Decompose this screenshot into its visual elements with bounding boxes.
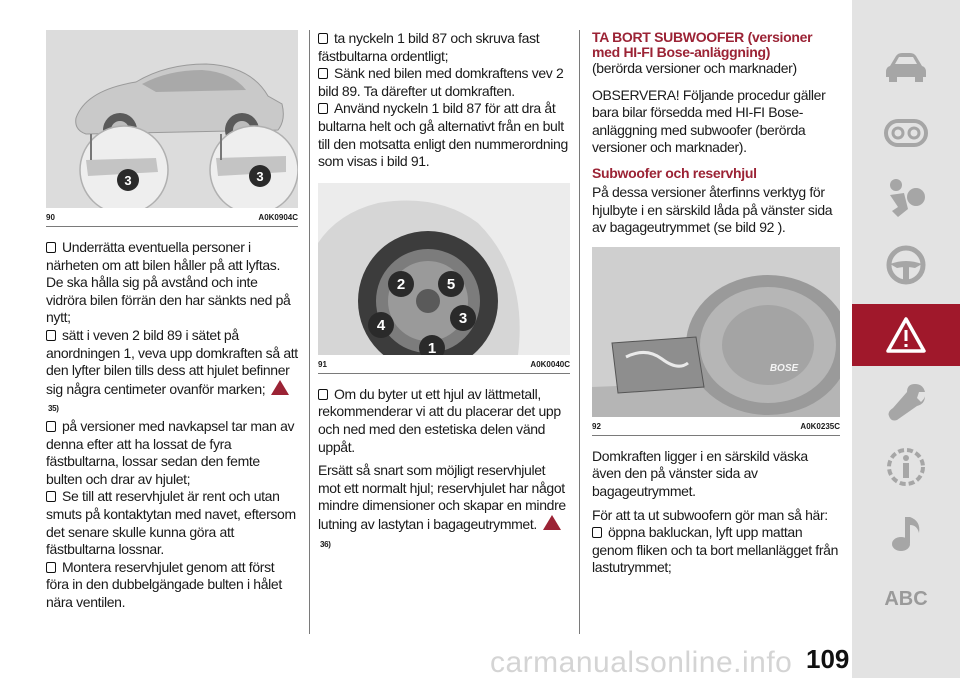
step-clean-spare-text: Se till att reservhjulet är rent och utan smuts på kontaktytan med navet, eftersom det senare skulle kunna göra att fästbultarna lossnar. xyxy=(46,488,296,558)
step-lower-car xyxy=(318,65,570,100)
step-hubcap xyxy=(46,418,298,488)
figure-92-number: 92 xyxy=(592,421,601,431)
step-open-tailgate-text: öppna bakluckan, lyft upp mattan genom fliken och ta bort mellanlägget från lastutrymmet; xyxy=(592,524,839,576)
column-1-text xyxy=(46,239,298,611)
step-open-tailgate xyxy=(592,524,840,577)
figure-92-code: A0K0235C xyxy=(800,421,840,431)
figure-92 xyxy=(592,247,840,417)
figure-91-marker-4: 4 xyxy=(376,316,386,334)
page-number: 109 xyxy=(806,644,850,674)
checkbox-icon xyxy=(592,527,602,538)
step-tighten-bolts-text: ta nyckeln 1 bild 87 och skruva fast fästbultarna ordentligt; xyxy=(318,30,540,64)
step-mount-spare-text: Montera reservhjulet genom att först föra in den dubbelgängade bulten i hålet nära ventilen. xyxy=(46,558,282,610)
nav-car[interactable] xyxy=(852,38,960,96)
paragraph-alloy-wheel-text: Om du byter ut ett hjul av lättmetall, rekommenderar vi att du placerar det upp och ned med den estetiska delen vänd uppåt. xyxy=(318,385,561,455)
car-jack-points-illustration xyxy=(46,30,298,208)
index-abc-label: ABC xyxy=(884,587,928,610)
checkbox-icon xyxy=(46,421,56,432)
figure-92-caption xyxy=(592,417,840,436)
steering-wheel-icon xyxy=(885,244,927,286)
nav-multimedia[interactable] xyxy=(852,504,960,562)
step-tighten-bolts xyxy=(318,30,570,65)
warning-triangle-icon xyxy=(543,515,561,530)
step-final-tighten xyxy=(318,100,570,170)
paragraph-alloy-wheel xyxy=(318,386,570,456)
wrench-icon xyxy=(885,380,927,422)
warning-triangle-icon xyxy=(271,380,289,395)
bose-logo: BOSE xyxy=(769,362,799,374)
chapter-sidebar xyxy=(852,0,960,678)
info-icon xyxy=(885,446,927,488)
figure-90-code: A0K0904C xyxy=(258,213,298,222)
figure-91-number: 91 xyxy=(318,359,327,369)
nav-dashboard[interactable] xyxy=(852,104,960,162)
nav-technical-data[interactable] xyxy=(852,438,960,496)
column-3-text-mid xyxy=(592,184,840,237)
checkbox-icon xyxy=(318,68,328,79)
checkbox-icon xyxy=(318,103,328,114)
car-icon xyxy=(884,50,928,84)
subheading-note: (berörda versioner och marknader) xyxy=(592,60,797,76)
figure-90-marker-3b: 3 xyxy=(256,169,264,184)
figure-91-code: A0K0040C xyxy=(530,359,570,369)
column-divider xyxy=(309,30,310,634)
step-lower-car-text: Sänk ned bilen med domkraftens vev 2 bild 89. Ta därefter ut domkraften. xyxy=(318,65,564,99)
figure-91-marker-5: 5 xyxy=(446,275,456,293)
figure-90 xyxy=(46,30,298,208)
nav-safety[interactable] xyxy=(852,170,960,228)
watermark: carmanualsonline.info xyxy=(490,646,793,678)
checkbox-icon xyxy=(318,33,328,44)
column-3-text-bottom xyxy=(592,448,840,577)
column-3 xyxy=(592,30,840,577)
figure-90-number: 90 xyxy=(46,213,55,222)
paragraph-observera: OBSERVERA! Följande procedur gäller bara bilar försedda med HI-FI Bose-anläggning med subwoofer (berörda versioner och marknader). xyxy=(592,86,826,156)
figure-91 xyxy=(318,183,570,355)
figure-90-caption xyxy=(46,208,298,227)
column-2 xyxy=(318,30,570,553)
step-insert-crank xyxy=(46,327,298,418)
checkbox-icon xyxy=(46,330,56,341)
warning-icon xyxy=(885,316,927,354)
nav-maintenance[interactable] xyxy=(852,372,960,430)
step-hubcap-text: på versioner med navkapsel tar man av denna efter att ha lossat de fyra fästbultarna, lossar sedan den femte bulten och drar av hjulet; xyxy=(46,417,295,487)
dashboard-icon xyxy=(884,119,928,147)
checkbox-icon xyxy=(318,389,328,400)
figure-91-caption xyxy=(318,355,570,374)
paragraph-replace-spare xyxy=(318,462,570,553)
section-title-subwoofer-reserve: Subwoofer och reservhjul xyxy=(592,164,757,181)
column-2-steps xyxy=(318,30,570,171)
step-warn-people xyxy=(46,239,298,327)
column-1 xyxy=(46,30,298,611)
checkbox-icon xyxy=(46,491,56,502)
paragraph-remove-intro: För att ta ut subwoofern gör man så här: xyxy=(592,506,828,523)
column-3-text-top xyxy=(592,60,840,157)
figure-91-marker-2: 2 xyxy=(396,275,406,293)
column-2-text xyxy=(318,386,570,553)
step-mount-spare xyxy=(46,559,298,612)
step-clean-spare xyxy=(46,488,298,558)
paragraph-jack-bag: Domkraften ligger i en särskild väska även den på vänster sida av bagageutrymmet. xyxy=(592,447,808,499)
reference-36: 36) xyxy=(320,539,331,549)
step-insert-crank-text: sätt i veven 2 bild 89 i sätet på anordningen 1, veva upp domkraften så att den lyfter bilen tills dess att hjulet befinner sig några centimeter ovanför marken; xyxy=(46,326,298,397)
paragraph-replace-spare-text: Ersätt så snart som möjligt reservhjulet mot ett normalt hjul; reservhjulet har något mindre dimensioner och skapar en mindre lutning av lastytan i bagageutrymmet. xyxy=(318,462,566,532)
reference-35: 35) xyxy=(48,404,59,414)
subwoofer-trunk-illustration xyxy=(592,247,840,417)
checkbox-icon xyxy=(46,242,56,253)
wheel-bolt-order-illustration xyxy=(318,183,570,355)
step-final-tighten-text: Använd nyckeln 1 bild 87 för att dra åt bultarna helt och gå alternativt från en bult till den motsatta enligt den nummerordning som visas i bild 91. xyxy=(318,100,568,170)
figure-91-marker-1: 1 xyxy=(427,339,437,355)
music-note-icon xyxy=(889,513,923,553)
section-heading-subwoofer: TA BORT SUBWOOFER (versioner med HI-FI Bose-anläggning) xyxy=(592,29,813,60)
column-divider xyxy=(579,30,580,634)
nav-index[interactable] xyxy=(852,570,960,628)
nav-driving[interactable] xyxy=(852,236,960,294)
step-warn-people-text: Underrätta eventuella personer i närheten om att bilen håller på att lyftas. De ska hålla sig på avstånd och inte vidröra bilen förrän den har sänkts ned på nytt; xyxy=(46,239,291,326)
airbag-icon xyxy=(884,177,928,221)
nav-emergency[interactable] xyxy=(852,304,960,366)
figure-90-marker-3a: 3 xyxy=(124,173,132,188)
checkbox-icon xyxy=(46,562,56,573)
figure-91-marker-3: 3 xyxy=(458,309,468,327)
paragraph-tool-box: På dessa versioner återfinns verktyg för hjulbyte i en särskild låda på vänster sida av bagageutrymmet (se bild 92 ). xyxy=(592,183,833,236)
